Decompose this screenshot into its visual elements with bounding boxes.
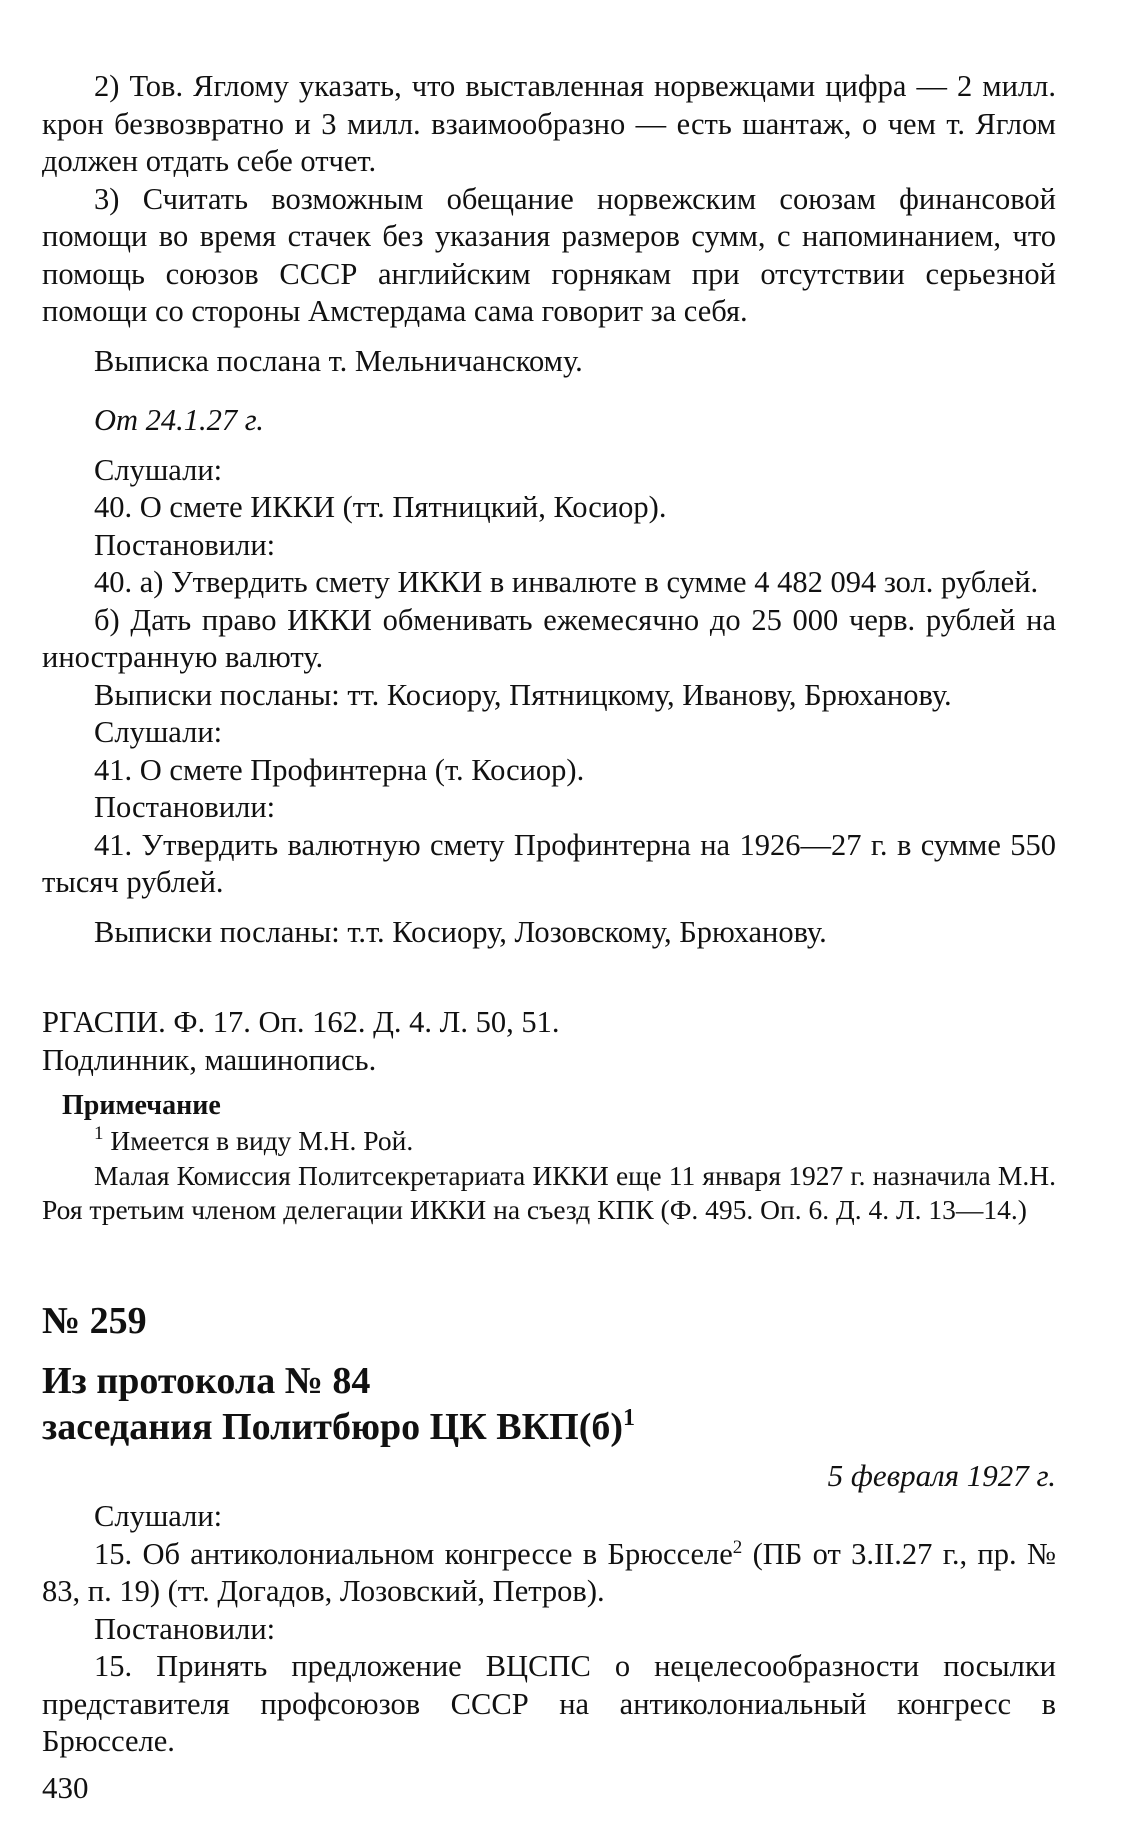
doc-259 — [42, 1298, 1056, 1494]
decided-label: Постановили: — [94, 790, 276, 824]
note-1: $^1$ Имеется в виду М.Н. Рой. — [94, 1123, 414, 1156]
heard-label: Слушали: — [94, 452, 223, 487]
top-section — [42, 68, 1056, 951]
item-41-heard: 41. О смете Профинтерна (т. Косиор). — [94, 752, 585, 787]
source-type: Подлинник, машинопись. — [42, 1042, 377, 1077]
item-41-extracts: Выписки посланы: т.т. Косиору, Лозовскому, Брюханову. — [94, 914, 827, 949]
title-footnote-mark: 1 — [623, 1405, 636, 1431]
heard-label: Слушали: — [94, 715, 223, 749]
footnote-mark: 2 — [732, 1536, 743, 1558]
document-number: № 259 — [42, 1300, 147, 1342]
item-40-heard: 40. О смете ИККИ (тт. Пятницкий, Косиор). — [94, 490, 667, 524]
heard-label: Слушали: — [94, 1499, 223, 1533]
item-40-extracts: Выписки посланы: тт. Косиору, Пятницкому, Иванову, Брюханову. — [94, 677, 952, 712]
source-block — [42, 1004, 1056, 1079]
document-date: 5 февраля 1927 г. — [827, 1458, 1056, 1493]
decided-label: Постановили: — [94, 1611, 276, 1646]
decided-label: Постановили: — [94, 527, 276, 562]
document-title-line-2: заседания Политбюро ЦК $ВКП(б)^1$ — [42, 1405, 636, 1448]
page-number: 430 — [42, 1770, 89, 1805]
session-date: От 24.1.27 г. — [94, 403, 264, 437]
document-title-line-1: Из протокола № 84 — [42, 1360, 371, 1402]
source-archive: РГАСПИ. Ф. 17. Оп. 162. Д. 4. Л. 50, 51. — [42, 1005, 560, 1039]
notes-block — [42, 1088, 1056, 1228]
notes-heading: Примечание — [62, 1090, 221, 1121]
item-15-decided: 15. Принять предложение ВЦСПС о нецелесообразности посылки представителя профсоюзов СССР на антиколониальный конгресс в Брюсселе. — [42, 1649, 1056, 1758]
doc-259-body — [42, 1498, 1056, 1761]
item-40-a: 40. а) Утвердить смету ИККИ в инвалюте в сумме 4 482 094 зол. рублей. — [94, 565, 1039, 599]
note-2: Малая Комиссия Политсекретариата ИККИ еще 11 января 1927 г. назначила М.Н. Роя третьим членом делегации ИККИ на съезд КПК (Ф. 495. Оп. 6. Д. 4. Л. 13—14.) — [42, 1159, 1056, 1225]
extract-sent: Выписка послана т. Мельничанскому. — [94, 343, 583, 378]
paragraph-3: 3) Считать возможным обещание норвежским союзам финансовой помощи во время стачек без указания размеров сумм, с напоминанием, что помощь союзов СССР английским горнякам при отсутствии серьезной помощи со стороны Амстердама сама говорит за себя. — [42, 181, 1056, 328]
item-15-heard: 15. Об антиколониальном конгрессе в Брюсселе$^2$ (ПБ от 3.II.27 г., пр. № 83, п. 19) (тт. Догадов, Лозовский, Петров). — [42, 1536, 1056, 1608]
item-40-b: б) Дать право ИККИ обменивать ежемесячно до 25 000 черв. рублей на иностранную валюту. — [42, 602, 1056, 674]
footnote-mark: 1 — [94, 1123, 104, 1144]
paragraph-2: 2) Тов. Яглому указать, что выставленная норвежцами цифра — 2 милл. крон безвозвратно и 3 милл. взаимообразно — есть шантаж, о чем т. Яглом должен отдать себе отчет. — [42, 69, 1056, 178]
item-41-decided: 41. Утвердить валютную смету Профинтерна на 1926—27 г. в сумме 550 тысяч рублей. — [42, 827, 1056, 899]
